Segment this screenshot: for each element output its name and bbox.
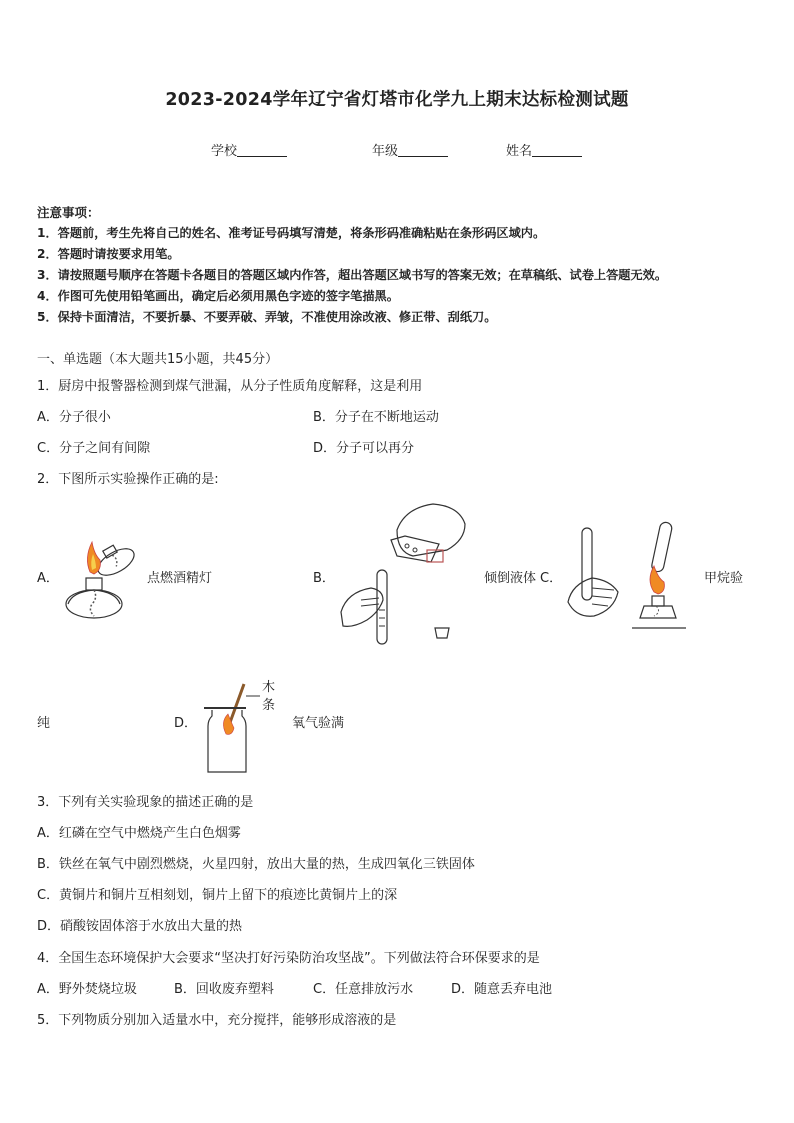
question-2-option-b-letter: B． (313, 571, 335, 586)
alcohol-lamp-lighting-figure (58, 532, 142, 624)
question-2-stem: 2．下图所示实验操作正确的是: (37, 472, 219, 487)
question-3-stem: 3．下列有关实验现象的描述正确的是 (37, 795, 254, 810)
question-1-option-a: A．分子很小 (37, 410, 111, 425)
question-4-option-c: C．任意排放污水 (313, 982, 414, 997)
name-field[interactable] (506, 140, 582, 159)
grade-blank[interactable] (398, 144, 448, 157)
question-5-stem: 5．下列物质分别加入适量水中，充分搅拌，能够形成溶液的是 (37, 1013, 397, 1028)
wood-stick-label-1: 木 (262, 680, 276, 695)
notice-item: 4．作图可先使用铅笔画出，确定后必须用黑色字迹的签字笔描黑。 (37, 289, 399, 303)
notice-heading: 注意事项： (37, 205, 100, 220)
question-4-stem: 4．全国生态环境保护大会要求“坚决打好污染防治攻坚战”。下列做法符合环保要求的是 (37, 951, 540, 966)
notice-item: 1．答题前，考生先将自己的姓名、准考证号码填写清楚，将条形码准确粘贴在条形码区域内。 (37, 226, 546, 240)
question-2-option-c-label-2: 纯 (37, 716, 51, 731)
question-1-option-c: C．分子之间有间隙 (37, 441, 151, 456)
question-2-option-d-letter: D． (174, 716, 198, 731)
pouring-liquid-figure (335, 500, 475, 650)
question-1-option-d: D．分子可以再分 (313, 441, 415, 456)
question-2-option-c-label-1: 甲烷验 (704, 571, 744, 586)
question-2-option-a-letter: A． (37, 571, 59, 586)
question-4-option-a: A．野外焚烧垃圾 (37, 982, 137, 997)
name-blank[interactable] (532, 144, 582, 157)
question-3-option-b: B．铁丝在氧气中剧烈燃烧，火星四射，放出大量的热，生成四氧化三铁固体 (37, 857, 475, 872)
school-field[interactable] (211, 140, 287, 159)
question-4-option-d: D．随意丢弃电池 (451, 982, 553, 997)
wood-stick-label-2: 条 (262, 698, 276, 713)
question-1-option-b: B．分子在不断地运动 (313, 410, 439, 425)
question-3-option-d: D．硝酸铵固体溶于水放出大量的热 (37, 919, 243, 934)
question-1-stem: 1．厨房中报警器检测到煤气泄漏，从分子性质角度解释，这是利用 (37, 379, 423, 394)
question-3-option-c: C．黄铜片和铜片互相刻划，铜片上留下的痕迹比黄铜片上的深 (37, 888, 398, 903)
name-label: 姓名 (506, 144, 533, 159)
question-2-option-a-label: 点燃酒精灯 (147, 571, 213, 586)
question-2-option-b-label: 倾倒液体 (484, 571, 537, 586)
question-2-option-d-label: 氧气验满 (292, 716, 345, 731)
page-title: 2023-2024学年辽宁省灯塔市化学九上期末达标检测试题 (165, 90, 629, 110)
section-heading: 一、单选题（本大题共15小题，共45分） (37, 352, 279, 367)
notice-item: 3．请按照题号顺序在答题卡各题目的答题区域内作答，超出答题区域书写的答案无效；在草稿纸、试卷上答题无效。 (37, 268, 668, 282)
notice-item: 2．答题时请按要求用笔。 (37, 247, 180, 261)
question-2-option-c-letter: C． (540, 571, 563, 586)
oxygen-full-test-figure (200, 676, 260, 776)
school-label: 学校 (211, 144, 238, 159)
grade-field[interactable] (372, 140, 448, 159)
grade-label: 年级 (372, 144, 399, 159)
notice-item: 5．保持卡面清洁，不要折暴、不要弄破、弄皱，不准使用涂改液、修正带、刮纸刀。 (37, 310, 497, 324)
school-blank[interactable] (237, 144, 287, 157)
methane-purity-test-figure (562, 518, 692, 632)
question-3-option-a: A．红磷在空气中燃烧产生白色烟雾 (37, 826, 241, 841)
question-4-option-b: B．回收废弃塑料 (174, 982, 274, 997)
